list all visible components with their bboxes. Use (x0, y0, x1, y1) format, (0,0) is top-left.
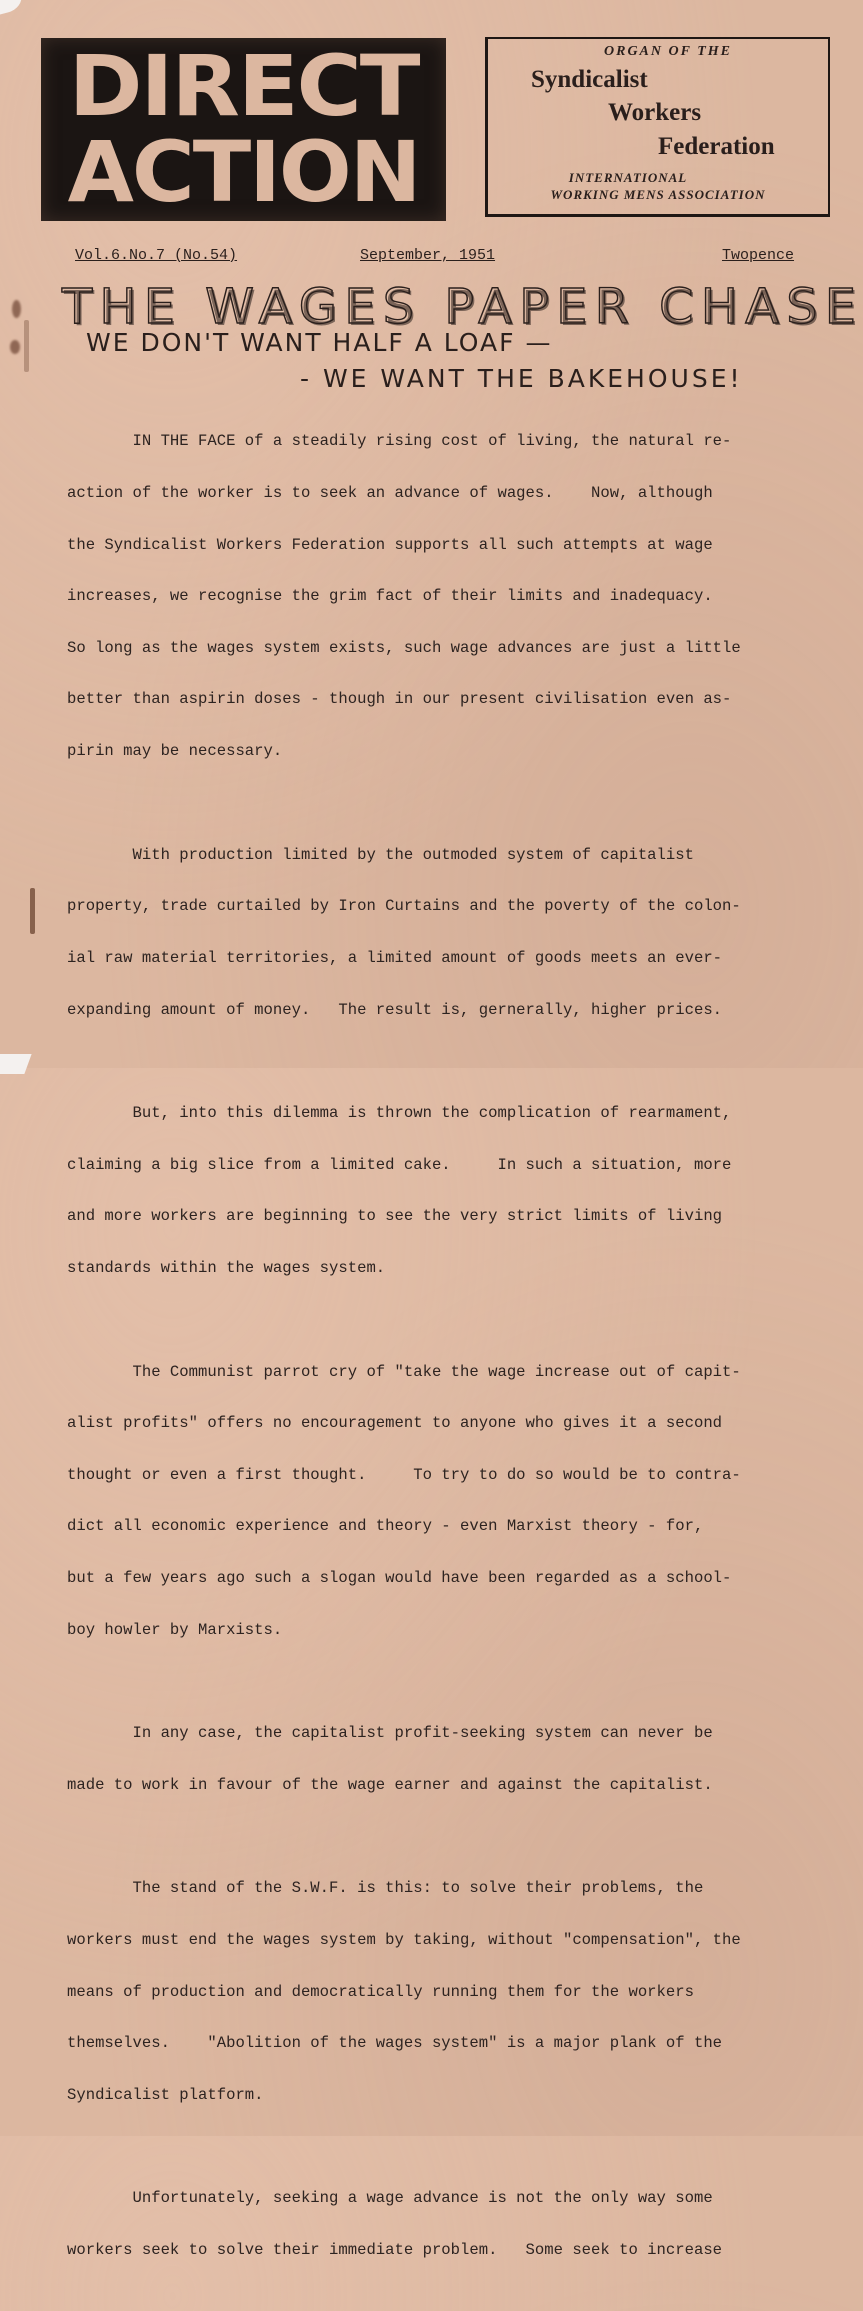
paragraph (67, 1846, 837, 2138)
text-line: ial raw material territories, a limited amount of goods meets an ever- (67, 948, 723, 967)
text-line: property, trade curtailed by Iron Curtains and the poverty of the colon- (67, 897, 741, 916)
issue-volume: Vol.6.No.7 (No.54) (75, 247, 238, 264)
org-name-workers: Workers (608, 99, 702, 126)
paragraph (67, 1329, 837, 1673)
paragraph (67, 399, 837, 795)
text-line: better than aspirin doses - though in our present civilisation even as- (67, 690, 732, 709)
text-line: dict all economic experience and theory - even Marxist theory - for, (67, 1517, 704, 1536)
international-label: INTERNATIONAL (568, 170, 688, 185)
text-line: workers must end the wages system by taking, without "compensation", the (67, 1931, 741, 1950)
text-line: The Communist parrot cry of "take the wage increase out of capit- (67, 1362, 741, 1381)
text-line: IN THE FACE of a steadily rising cost of living, the natural re- (67, 432, 732, 451)
text-line: boy howler by Marxists. (67, 1620, 283, 1639)
text-line: The stand of the S.W.F. is this: to solve their problems, the (67, 1879, 704, 1898)
text-line: standards within the wages system. (67, 1258, 386, 1277)
text-line: claiming a big slice from a limited cake. In such a situation, more (67, 1155, 732, 1174)
issue-date: September, 1951 (360, 247, 496, 264)
paragraph (67, 812, 837, 1053)
rust-stain (10, 340, 20, 354)
paper-tear-bottom-left (0, 1054, 32, 1074)
text-line: increases, we recognise the grim fact of their limits and inadequacy. (67, 587, 713, 606)
organ-of-label: ORGAN OF THE (604, 44, 732, 59)
text-line: But, into this dilemma is thrown the complication of rearmament, (67, 1104, 732, 1123)
rust-stain (12, 300, 21, 318)
masthead-logo (41, 38, 446, 221)
text-line: With production limited by the outmoded system of capitalist (67, 845, 694, 864)
logo-title-direct: DIRECT (68, 37, 419, 135)
org-name-federation: Federation (658, 133, 775, 160)
logo-title-action: ACTION (67, 123, 420, 221)
paragraph (67, 1691, 837, 1829)
staple-mark (30, 888, 35, 934)
subheadline-2: - WE WANT THE BAKEHOUSE! (300, 364, 743, 393)
text-line: alist profits" offers no encouragement to anyone who gives it a second (67, 1414, 723, 1433)
article-body (67, 399, 837, 2311)
text-line: and more workers are beginning to see the very strict limits of living (67, 1207, 723, 1226)
org-name-syndicalist: Syndicalist (531, 66, 648, 93)
text-line: means of production and democratically running them for the workers (67, 1982, 694, 2001)
text-line: pirin may be necessary. (67, 742, 283, 761)
text-line: made to work in favour of the wage earner and against the capitalist. (67, 1775, 713, 1794)
headline: THE WAGES PAPER CHASE (62, 279, 863, 335)
paper-tear-top-left (0, 0, 24, 15)
text-line: workers seek to solve their immediate problem. Some seek to increase (67, 2241, 723, 2260)
text-line: action of the worker is to seek an advance of wages. Now, although (67, 484, 713, 503)
issue-price: Twopence (722, 247, 795, 264)
text-line: but a few years ago such a slogan would have been regarded as a school- (67, 1568, 732, 1587)
text-line: Syndicalist platform. (67, 2085, 264, 2104)
paragraph (67, 1071, 837, 1312)
association-label: WORKING MENS ASSOCIATION (550, 187, 766, 202)
paragraph (67, 2156, 837, 2294)
text-line: In any case, the capitalist profit-seeking system can never be (67, 1724, 713, 1743)
text-line: expanding amount of money. The result is, gernerally, higher prices. (67, 1000, 723, 1019)
text-line: themselves. "Abolition of the wages system" is a major plank of the (67, 2034, 723, 2053)
staple-mark (24, 320, 29, 372)
subheadline-1: WE DON'T WANT HALF A LOAF — (86, 328, 553, 357)
text-line: thought or even a first thought. To try to do so would be to contra- (67, 1465, 741, 1484)
text-line: the Syndicalist Workers Federation supports all such attempts at wage (67, 535, 713, 554)
organ-box (485, 37, 830, 217)
text-line: Unfortunately, seeking a wage advance is not the only way some (67, 2189, 713, 2208)
text-line: So long as the wages system exists, such wage advances are just a little (67, 638, 741, 657)
